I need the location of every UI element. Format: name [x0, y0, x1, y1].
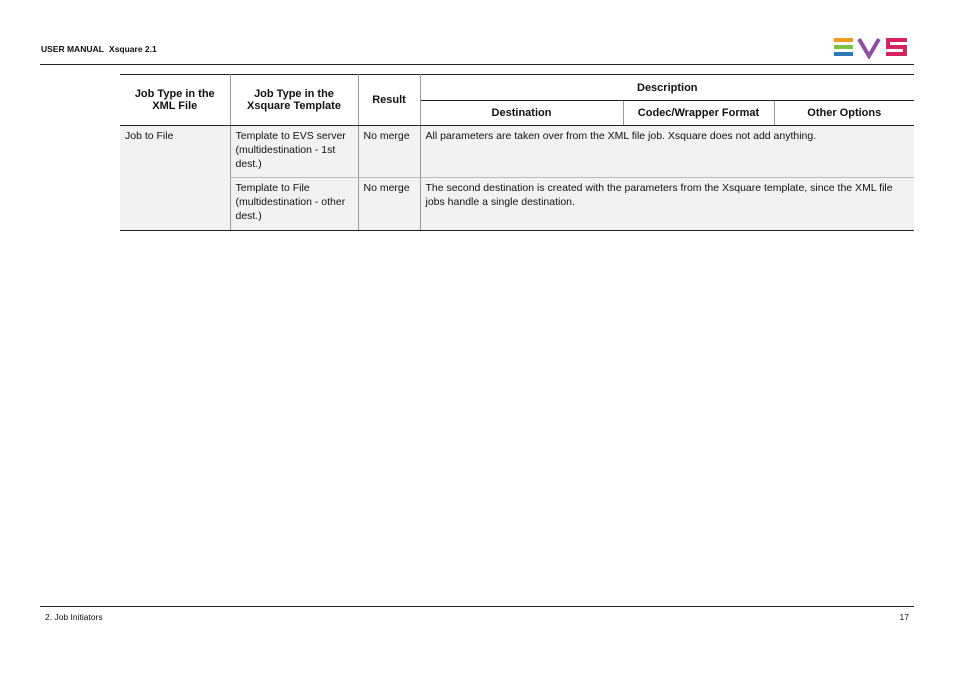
- manual-label: USER MANUAL: [41, 44, 104, 54]
- table-row: [120, 126, 914, 178]
- result-cell: No merge: [358, 178, 420, 231]
- header-destination: Destination: [420, 101, 623, 126]
- header-other-options: Other Options: [774, 101, 914, 126]
- page-number: 17: [899, 612, 909, 622]
- product-title: Xsquare 2.1: [109, 44, 157, 54]
- table-row: [120, 178, 914, 231]
- logo-s: [886, 40, 907, 54]
- header-rule: [40, 64, 914, 65]
- page-header: [41, 44, 157, 54]
- description-cell: All parameters are taken over from the XML file job. Xsquare does not add anything.: [420, 126, 914, 178]
- job-type-table: [120, 74, 914, 231]
- result-cell: No merge: [358, 126, 420, 178]
- group-label: Job to File: [120, 126, 230, 231]
- header-xml-job-type: Job Type in the XML File: [120, 75, 230, 126]
- header-result: Result: [358, 75, 420, 126]
- logo-bar-middle: [834, 45, 853, 49]
- logo-v: [859, 39, 879, 56]
- footer-rule: [40, 606, 914, 607]
- footer-section: 2. Job Initiators: [45, 612, 103, 622]
- description-cell: The second destination is created with the parameters from the Xsquare template, since the XML file jobs handle a single destination.: [420, 178, 914, 231]
- logo-bar-top: [834, 38, 853, 42]
- header-template-job-type: Job Type in the Xsquare Template: [230, 75, 358, 126]
- header-codec: Codec/Wrapper Format: [623, 101, 774, 126]
- logo-bar-bottom: [834, 52, 853, 56]
- header-description: Description: [420, 75, 914, 101]
- evs-logo: [833, 37, 911, 59]
- template-cell: Template to EVS server (multidestination - 1st dest.): [230, 126, 358, 178]
- template-cell: Template to File (multidestination - other dest.): [230, 178, 358, 231]
